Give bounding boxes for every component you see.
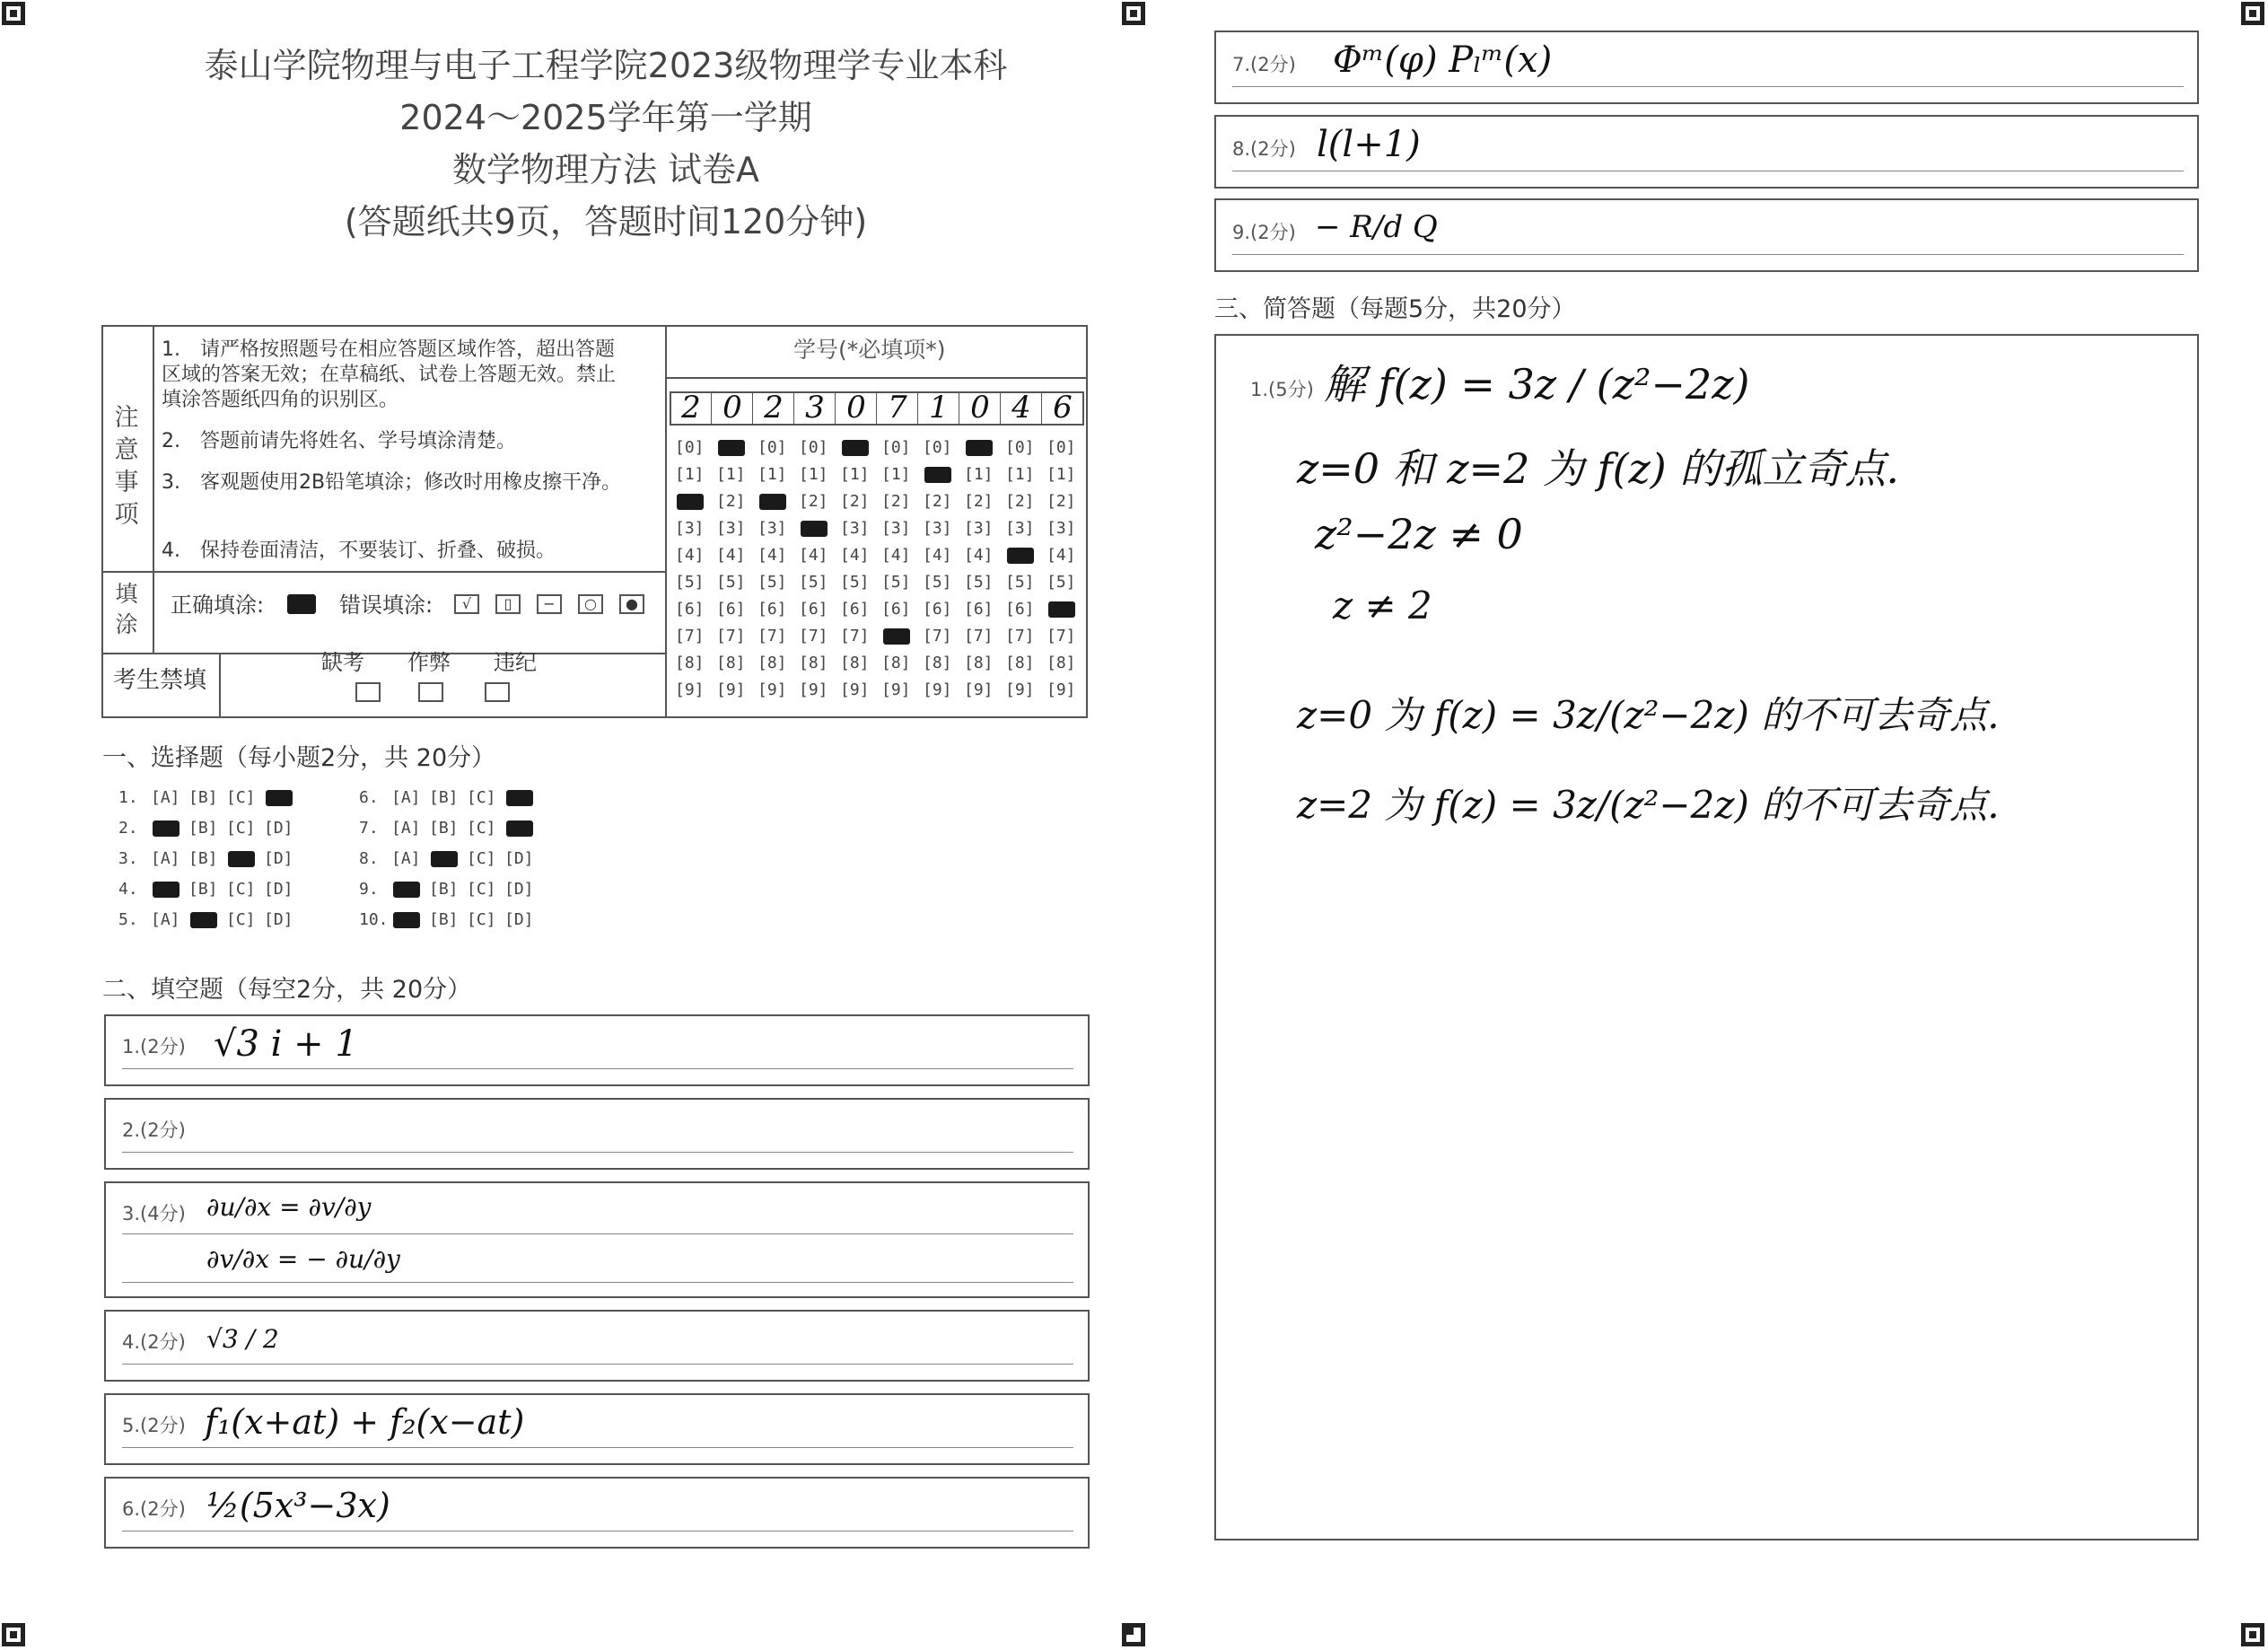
student-id-bubble[interactable]: [4] [1046,546,1076,565]
fill-blank-4-answer[interactable]: √3 / 2 [206,1324,279,1354]
student-id-bubble[interactable]: [5] [799,573,828,592]
short-answer-1-number: 1.(5分) [1250,379,1314,400]
student-id-digit-separator [1000,391,1001,426]
student-id-bubble[interactable]: [9] [923,680,952,699]
mc-option[interactable]: [B] [188,819,218,838]
fill-blank-6 [104,1477,1090,1549]
wrong-mark-circle: ○ [578,594,603,614]
fill-blank-7-line [1232,86,2184,87]
student-id-bubble[interactable]: [2] [1046,492,1076,511]
student-id-divider [665,377,1088,379]
corner-mark-bottom-left [2,1623,25,1646]
mc-option-filled[interactable] [266,790,293,806]
mc-question-number: 9. [359,880,379,899]
student-id-bubble[interactable]: [1] [1046,465,1076,484]
student-id-bubble[interactable]: [3] [923,519,952,538]
correct-fill-label: 正确填涂: [171,592,265,618]
student-id-digit-separator [793,391,794,426]
student-id-digit-separator [752,391,753,426]
student-id-bubble[interactable]: [9] [1005,680,1035,699]
wrong-mark-bar: ▯ [495,594,521,614]
corner-mark-top-middle [1122,2,1145,25]
student-id-bubble[interactable]: [6] [964,600,994,619]
student-id-bubble[interactable]: [7] [799,627,828,645]
student-id-bubble[interactable]: [8] [923,654,952,672]
student-id-bubble[interactable]: [7] [675,627,705,645]
corner-mark-top-left [2,2,25,25]
student-id-bubble[interactable]: [2] [964,492,994,511]
fill-blank-1-answer[interactable]: √3 i + 1 [214,1023,358,1065]
corner-mark-bottom-right [2241,1623,2264,1646]
student-id-bubble[interactable]: [1] [675,465,705,484]
student-id-bubble[interactable]: [7] [1046,627,1076,645]
student-id-bubble[interactable]: [1] [799,465,828,484]
mc-option[interactable]: [D] [264,849,293,868]
fill-blank-3-line-a [122,1233,1073,1234]
student-id-bubble[interactable]: [1] [881,465,911,484]
student-id-bubble[interactable]: [5] [675,573,705,592]
mc-option[interactable]: [B] [188,849,218,868]
mc-option[interactable]: [B] [429,910,459,929]
student-id-digit-separator [876,391,877,426]
notice-divider-v1 [153,325,154,653]
student-id-digit-7: 1 [929,390,949,426]
fill-blank-5-answer[interactable]: f₁(x+at) + f₂(x−at) [205,1402,525,1442]
student-id-bubble-filled[interactable] [759,494,786,510]
student-id-bubble[interactable]: [2] [799,492,828,511]
fill-blank-5 [104,1393,1090,1465]
student-id-bubble[interactable]: [6] [1005,600,1035,619]
header-institution: 泰山学院物理与电子工程学院2023级物理学专业本科 [204,46,1008,85]
student-id-bubble[interactable]: [0] [881,438,911,457]
student-id-bubble[interactable]: [5] [923,573,952,592]
mc-option-filled[interactable] [431,851,458,867]
fill-blank-4-number: 4.(2分) [122,1331,186,1353]
student-id-bubble[interactable]: [9] [840,680,870,699]
student-id-bubble[interactable]: [3] [757,519,787,538]
mc-option[interactable]: [D] [264,819,293,838]
mc-option[interactable]: [C] [467,849,496,868]
mc-question-number: 3. [118,849,138,868]
fill-blank-2-number: 2.(2分) [122,1119,186,1141]
student-id-digit-6: 7 [888,390,907,426]
student-id-bubble[interactable]: [8] [1005,654,1035,672]
student-id-digit-4: 3 [805,390,825,426]
student-id-bubble-filled[interactable] [1048,601,1075,618]
corner-mark-top-right [2241,2,2264,25]
student-id-bubble[interactable]: [6] [716,600,746,619]
short-answer-1-line-3[interactable]: z²−2z ≠ 0 [1315,510,1523,558]
student-id-bubble[interactable]: [8] [675,654,705,672]
mc-option-filled[interactable] [190,912,217,928]
cheating-label: 作弊 [407,650,451,675]
student-id-bubble[interactable]: [5] [716,573,746,592]
student-id-bubble[interactable]: [7] [716,627,746,645]
fill-blank-3-line-b [122,1282,1073,1283]
student-id-digit-8: 0 [970,390,990,426]
student-id-bubble[interactable]: [6] [840,600,870,619]
student-id-bubble[interactable]: [7] [840,627,870,645]
notice-divider-v3 [219,653,221,718]
student-id-bubble[interactable]: [2] [923,492,952,511]
student-id-digit-separator [917,391,918,426]
student-id-bubble-filled[interactable] [1007,548,1034,564]
student-id-digit-9: 4 [1011,390,1031,426]
mc-option-filled[interactable] [506,821,533,837]
student-id-bubble[interactable]: [9] [675,680,705,699]
student-id-bubble[interactable]: [6] [675,600,705,619]
fill-blank-2-line [122,1152,1073,1153]
student-id-bubble-filled[interactable] [924,467,951,483]
fill-blank-3-answer-a[interactable]: ∂u/∂x = ∂v/∂y [206,1192,372,1222]
mc-question-number: 10. [359,910,389,929]
mc-question-number: 6. [359,788,379,807]
mc-option[interactable]: [A] [151,788,180,807]
mc-option[interactable]: [C] [226,910,256,929]
student-id-bubble[interactable]: [0] [1005,438,1035,457]
student-id-bubble[interactable]: [3] [964,519,994,538]
absent-checkbox[interactable] [355,682,381,702]
student-id-bubble[interactable]: [6] [757,600,787,619]
student-id-bubble[interactable]: [4] [675,546,705,565]
mc-option[interactable]: [A] [151,910,180,929]
notice-item-4: 4. 保持卷面清洁，不要装订、折叠、破损。 [162,540,556,562]
mc-option[interactable]: [D] [264,910,293,929]
fill-blank-8 [1214,115,2199,189]
wrong-mark-dash: − [537,594,562,614]
mc-option[interactable]: [C] [226,788,256,807]
mc-question-number: 8. [359,849,379,868]
student-id-bubble[interactable]: [7] [964,627,994,645]
fill-blank-6-answer[interactable]: ½(5x³−3x) [206,1486,390,1525]
notice-divider-h1 [101,571,665,573]
student-id-bubble[interactable]: [8] [716,654,746,672]
student-id-bubble[interactable]: [3] [840,519,870,538]
mc-option-filled[interactable] [393,912,420,928]
wrong-mark-check: √ [454,594,479,614]
student-id-digit-separator [835,391,836,426]
section3-title: 三、简答题（每题5分，共20分） [1214,295,1576,323]
short-answer-1-line-1[interactable]: 解 f(z) = 3z / (z²−2z) [1324,360,1750,408]
student-id-bubble[interactable]: [7] [757,627,787,645]
student-id-bubble[interactable]: [1] [964,465,994,484]
student-id-bubble[interactable]: [0] [757,438,787,457]
mc-option[interactable]: [D] [264,880,293,899]
student-id-bubble[interactable]: [8] [964,654,994,672]
mc-question-number: 1. [118,788,138,807]
fill-blank-3 [104,1181,1090,1298]
mc-option[interactable]: [D] [504,910,534,929]
student-id-bubble[interactable]: [8] [1046,654,1076,672]
mc-option[interactable]: [D] [504,880,534,899]
header-instructions: (答题纸共9页，答题时间120分钟) [344,202,868,241]
student-id-bubble[interactable]: [5] [840,573,870,592]
mc-option[interactable]: [B] [188,788,218,807]
student-id-bubble[interactable]: [2] [881,492,911,511]
fill-blank-5-number: 5.(2分) [122,1415,186,1436]
fill-blank-8-number: 8.(2分) [1232,138,1296,160]
student-id-bubble-filled[interactable] [883,628,910,645]
fill-blank-7-number: 7.(2分) [1232,54,1296,75]
mc-question-number: 5. [118,910,138,929]
fill-blank-1-number: 1.(2分) [122,1036,186,1058]
mc-option[interactable]: [B] [188,880,218,899]
header-exam-name: 数学物理方法 试卷A [451,150,760,189]
student-id-bubble[interactable]: [6] [881,600,911,619]
mc-option[interactable]: [A] [391,819,421,838]
student-id-bubble[interactable]: [4] [757,546,787,565]
notice-divider-h2 [101,653,665,654]
fill-blank-8-answer[interactable]: l(l+1) [1317,124,1421,165]
student-id-bubble[interactable]: [9] [964,680,994,699]
student-id-bubble[interactable]: [3] [716,519,746,538]
fill-blank-9-line [1232,254,2184,255]
short-answer-1-line-4[interactable]: z ≠ 2 [1333,584,1432,628]
student-id-bubble[interactable]: [2] [716,492,746,511]
student-id-bubble[interactable]: [4] [923,546,952,565]
mc-option[interactable]: [B] [429,819,459,838]
cheating-checkbox[interactable] [418,682,443,702]
section1-title: 一、选择题（每小题2分，共 20分） [102,744,496,772]
fill-blank-9-number: 9.(2分) [1232,222,1296,243]
fill-blank-6-number: 6.(2分) [122,1498,186,1520]
fill-blank-2 [104,1098,1090,1170]
student-id-bubble[interactable]: [4] [716,546,746,565]
mc-option[interactable]: [A] [391,788,421,807]
student-id-bubble[interactable]: [4] [964,546,994,565]
student-id-bubble[interactable]: [1] [840,465,870,484]
student-id-bubble-filled[interactable] [842,440,869,456]
fill-blank-3-answer-b[interactable]: ∂v/∂x = − ∂u/∂y [206,1244,400,1274]
exam-forbidden-label: 考生禁填 [113,667,207,694]
student-id-bubble[interactable]: [9] [1046,680,1076,699]
mc-option-filled[interactable] [228,851,255,867]
student-id-bubble[interactable]: [2] [1005,492,1035,511]
student-id-bubble[interactable]: [5] [1046,573,1076,592]
mc-option[interactable]: [C] [467,788,496,807]
correct-fill-sample [287,594,316,614]
header-semester: 2024～2025学年第一学期 [399,98,812,137]
student-id-bubble[interactable]: [3] [1046,519,1076,538]
student-id-bubble[interactable]: [0] [923,438,952,457]
student-id-bubble[interactable]: [4] [840,546,870,565]
student-id-bubble[interactable]: [0] [675,438,705,457]
mc-question-number: 7. [359,819,379,838]
student-id-bubble[interactable]: [4] [881,546,911,565]
notice-item-1: 1. 请严格按照题号在相应答题区域作答，超出答题区域的答案无效；在草稿纸、试卷上答题无效。禁止填涂答题纸四角的识别区。 [162,338,617,411]
fill-blank-6-line [122,1531,1073,1532]
student-id-bubble-filled[interactable] [718,440,745,456]
mc-question-number: 2. [118,819,138,838]
student-id-bubble[interactable]: [3] [881,519,911,538]
student-id-bubble[interactable]: [9] [799,680,828,699]
mc-option-filled[interactable] [506,790,533,806]
mc-option[interactable]: [C] [226,880,256,899]
student-id-bubble[interactable]: [5] [881,573,911,592]
student-id-bubble[interactable]: [0] [799,438,828,457]
student-id-bubble[interactable]: [8] [799,654,828,672]
student-id-bubble[interactable]: [6] [799,600,828,619]
fill-blank-9-answer[interactable]: − R/d Q [1315,209,1438,245]
mc-option[interactable]: [C] [467,819,496,838]
student-id-bubble[interactable]: [2] [840,492,870,511]
student-id-label: 学号(*必填项*) [793,337,946,363]
mc-option[interactable]: [D] [504,849,534,868]
student-id-bubble[interactable]: [1] [716,465,746,484]
student-id-digit-5: 0 [846,390,866,426]
student-id-digit-2: 0 [722,390,742,426]
mc-option[interactable]: [C] [467,880,496,899]
student-id-bubble[interactable]: [8] [840,654,870,672]
fill-blank-7 [1214,31,2199,104]
notice-side-label: 注意事项 [114,404,139,529]
fill-blank-1 [104,1014,1090,1086]
short-answer-1-line-2[interactable]: z=0 和 z=2 为 f(z) 的孤立奇点. [1297,444,1899,493]
fill-blank-3-number: 3.(4分) [122,1203,186,1224]
fill-blank-7-answer[interactable]: Φᵐ(φ) Pₗᵐ(x) [1333,39,1553,81]
notice-item-3: 3. 客观题使用2B铅笔填涂；修改时用橡皮擦干净。 [162,471,622,494]
student-id-bubble-filled[interactable] [677,494,704,510]
student-id-bubble[interactable]: [9] [716,680,746,699]
student-id-bubble[interactable]: [1] [1005,465,1035,484]
notice-item-2: 2. 答题前请先将姓名、学号填涂清楚。 [162,430,516,452]
fill-blank-4-line [122,1364,1073,1365]
section2-title: 二、填空题（每空2分，共 20分） [102,976,472,1004]
mc-option[interactable]: [B] [429,880,459,899]
mc-option[interactable]: [B] [429,788,459,807]
student-id-bubble[interactable]: [4] [799,546,828,565]
student-id-bubble[interactable]: [6] [923,600,952,619]
wrong-mark-dot: ● [619,594,644,614]
student-id-bubble[interactable]: [5] [1005,573,1035,592]
student-id-bubble[interactable]: [9] [881,680,911,699]
absent-label: 缺考 [321,650,364,675]
fill-side-label: 填涂 [115,581,138,637]
student-id-bubble[interactable]: [5] [757,573,787,592]
mc-option[interactable]: [C] [467,910,496,929]
mc-question-number: 4. [118,880,138,899]
student-id-bubble-filled[interactable] [966,440,993,456]
fill-blank-9 [1214,198,2199,272]
student-id-bubble[interactable]: [3] [675,519,705,538]
violation-label: 违纪 [494,650,537,675]
student-id-bubble[interactable]: [7] [923,627,952,645]
mc-option[interactable]: [A] [151,849,180,868]
fill-blank-4 [104,1310,1090,1382]
mc-option-filled[interactable] [153,882,180,898]
violation-checkbox[interactable] [485,682,510,702]
mc-option[interactable]: [A] [391,849,421,868]
student-id-digit-1: 2 [681,390,701,426]
student-id-bubble-filled[interactable] [801,521,828,537]
mc-option[interactable]: [C] [226,819,256,838]
wrong-fill-label: 错误填涂: [339,592,433,618]
fill-blank-5-line [122,1447,1073,1448]
student-id-digit-3: 2 [764,390,784,426]
student-id-bubble[interactable]: [9] [757,680,787,699]
student-id-bubble[interactable]: [0] [1046,438,1076,457]
corner-mark-bottom-middle [1122,1623,1145,1646]
notice-divider-v2 [665,325,667,718]
student-id-digit-separator [1041,391,1042,426]
mc-option-filled[interactable] [153,821,180,837]
short-answer-1-box [1214,334,2199,1540]
student-id-bubble[interactable]: [8] [881,654,911,672]
student-id-bubble[interactable]: [5] [964,573,994,592]
student-id-bubble[interactable]: [3] [1005,519,1035,538]
mc-option-filled[interactable] [393,882,420,898]
short-answer-1-line-5[interactable]: z=0 为 f(z) = 3z/(z²−2z) 的不可去奇点. [1297,693,2000,737]
fill-blank-1-line [122,1068,1073,1069]
short-answer-1-line-6[interactable]: z=2 为 f(z) = 3z/(z²−2z) 的不可去奇点. [1297,783,2000,827]
student-id-bubble[interactable]: [7] [1005,627,1035,645]
student-id-bubble[interactable]: [8] [757,654,787,672]
student-id-digit-10: 6 [1053,390,1073,426]
student-id-bubble[interactable]: [1] [757,465,787,484]
student-id-digit-separator [711,391,712,426]
